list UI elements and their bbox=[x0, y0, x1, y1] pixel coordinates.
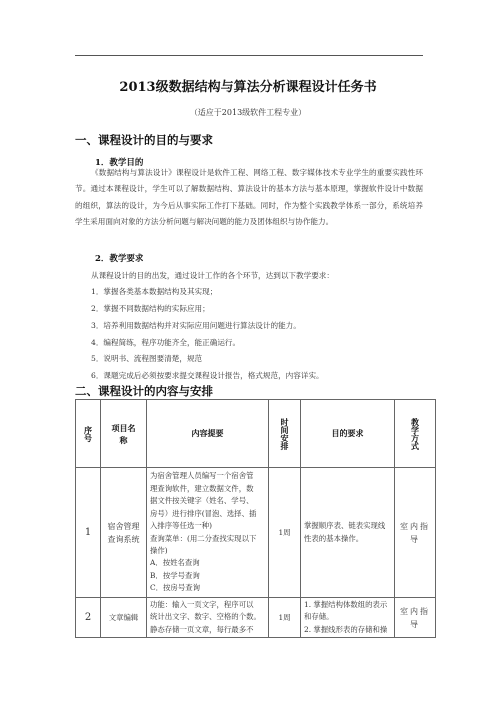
purpose-heading: 1．教学目的 bbox=[95, 158, 144, 168]
cell-content: 功能：输入一页文字，程序可以 统计出文字、数字、空格的个数。 静态存储一页文章，每行最多不 bbox=[147, 598, 269, 638]
cell-time: 1周 bbox=[269, 598, 301, 638]
requirement-item: 4．编程简练，程序功能齐全，能正确运行。 bbox=[91, 338, 241, 347]
header-content: 内容提要 bbox=[147, 400, 269, 468]
header-goal: 目的要求 bbox=[301, 400, 395, 468]
section2-heading: 二、课程设计的内容与安排 bbox=[75, 384, 213, 398]
requirement-item: 6．课题完成后必须按要求提交课程设计报告，格式规范，内容详实。 bbox=[91, 371, 324, 380]
requirement-item: 3．培养利用数据结构并对实际应用问题进行算法设计的能力。 bbox=[91, 321, 301, 330]
purpose-paragraph: 《数据结构与算法设计》课程设计是软件工程、网络工程、数字媒体技术专业学生的重要实践性环节。通过本课程设计，学生可以了解数据结构、算法设计的基本方法与基本原理，掌握软件设计中数据的组织，算法的设计，为今后从事实际工作打下基础。同时，作为整个实践教学体系一部分，系统培养学生采用面向对象的方法分析问题与解决问题的能力及团体组织与协作能力。 bbox=[75, 168, 423, 227]
requirement-item: 1．掌握各类基本数据结构及其实现； bbox=[91, 287, 218, 296]
requirements-intro: 从课程设计的目的出发，通过设计工作的各个环节，达到以下教学要求： bbox=[91, 271, 334, 280]
cell-seq: 1 bbox=[76, 468, 101, 598]
cell-time: 1周 bbox=[269, 468, 301, 598]
table-row bbox=[76, 468, 436, 598]
cell-goal: 1. 掌握结构体数组的表示 和存储。 2. 掌握线形表的存储和操 bbox=[301, 598, 395, 638]
header-seq: 序号 bbox=[76, 400, 101, 468]
cell-goal: 掌握顺序表、链表实现线 性表的基本操作。 bbox=[301, 468, 395, 598]
document-subtitle: （适应于2013级软件工程专业） bbox=[189, 108, 307, 117]
table-header-row bbox=[76, 400, 436, 468]
requirements-heading: 2．教学要求 bbox=[95, 254, 144, 264]
header-method: 教学方式 bbox=[395, 400, 436, 468]
document-title: 2013级数据结构与算法分析课程设计任务书 bbox=[119, 80, 377, 95]
cell-name: 文章编辑 bbox=[101, 598, 147, 638]
header-name: 项目名称 bbox=[101, 400, 147, 468]
header-time: 时间安排 bbox=[269, 400, 301, 468]
table-row bbox=[76, 598, 436, 638]
section1-heading: 一、课程设计的目的与要求 bbox=[75, 133, 213, 147]
cell-name: 宿舍管理查询系统 bbox=[101, 468, 147, 598]
cell-seq: 2 bbox=[76, 598, 101, 638]
course-schedule-table bbox=[75, 399, 436, 638]
requirement-item: 2．掌握不同数据结构的实际应用； bbox=[91, 304, 210, 313]
cell-method: 室内指导 bbox=[395, 468, 436, 598]
header-rule bbox=[75, 55, 423, 56]
cell-content: 为宿舍管理人员编写一个宿舍管 理查询软件，建立数据文件，数 据文件按关键字（姓名、学号、 房号）进行排序(冒泡、选择、插 入排序等任选一种) 查询菜单：(用二分查找实现以下 操作) A．按姓名查询 B．按学号查询 C．按房号查询 bbox=[147, 468, 269, 598]
cell-method: 室内指导 bbox=[395, 598, 436, 638]
requirement-item: 5．说明书、流程图要清楚，规范 bbox=[91, 354, 203, 363]
